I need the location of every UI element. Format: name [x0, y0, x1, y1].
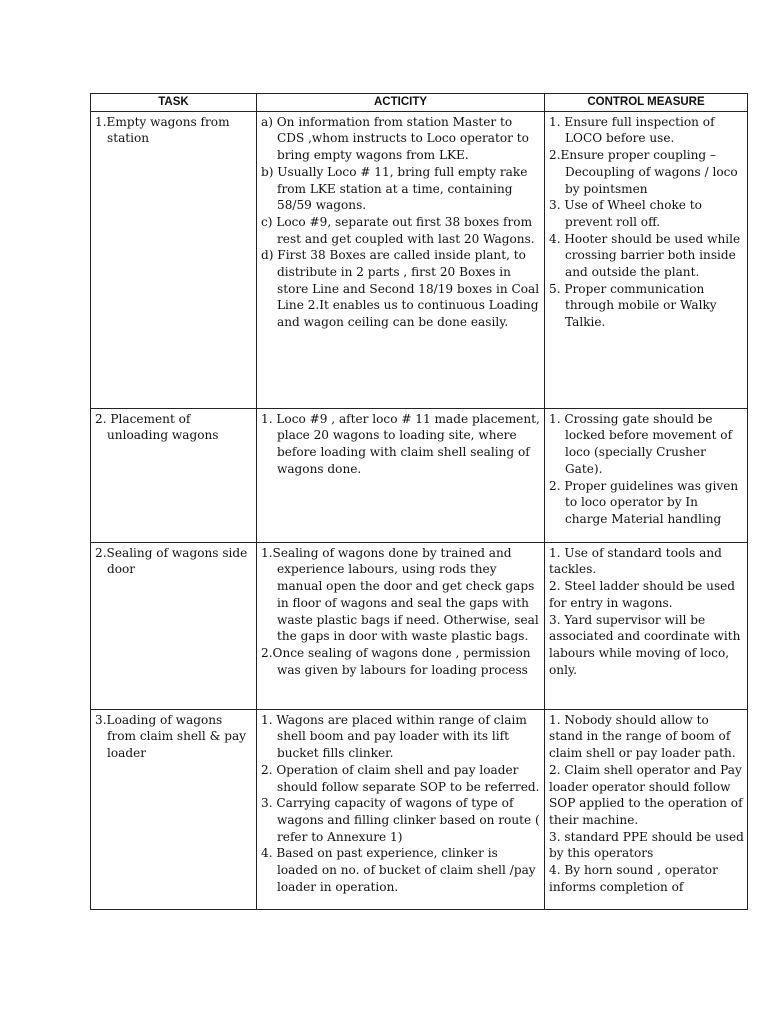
- activity-item: 3. Carrying capacity of wagons of type of wagons and filling clinker based on route ( refer to Annexure 1): [261, 796, 540, 844]
- activity-item: d) First 38 Boxes are called inside plant, to distribute in 2 parts , first 20 Boxes in store Line and Second 18/19 boxes in Coal Line 2.It enables us to continuous Loading and wagon ceiling can be done easily.: [261, 248, 540, 330]
- activity-item: 1. Loco #9 , after loco # 11 made placement, place 20 wagons to loading site, where before loading with claim shell sealing of wagons done.: [261, 411, 540, 476]
- control-item: 2. Claim shell operator and Pay loader operator should follow SOP applied to the operation of their machine.: [549, 762, 743, 827]
- control-item: 1. Ensure full inspection of LOCO before use.: [549, 114, 715, 146]
- control-cell: [545, 111, 748, 408]
- activity-cell: [257, 111, 545, 408]
- activity-item: 2. Operation of claim shell and pay loader should follow separate SOP to be referred.: [261, 762, 540, 794]
- control-item: 3. Use of Wheel choke to prevent roll off.: [549, 198, 702, 229]
- task-text: 3.Loading of wagons from claim shell & pay loader: [95, 712, 247, 761]
- header-control-measure: CONTROL MEASURE: [545, 94, 748, 112]
- activity-item: 1. Wagons are placed within range of claim shell boom and pay loader with its lift bucket fills clinker.: [261, 712, 527, 761]
- control-item: 1. Crossing gate should be locked before movement of loco (specially Crusher Gate).: [549, 411, 733, 476]
- control-cell: [545, 709, 748, 909]
- table-row: [91, 408, 748, 542]
- activity-item: 4. Based on past experience, clinker is loaded on no. of bucket of claim shell /pay loader in operation.: [261, 846, 536, 894]
- header-task: TASK: [91, 94, 257, 112]
- task-cell: [91, 542, 257, 709]
- control-item: 1. Nobody should allow to stand in the range of boom of claim shell or pay loader path.: [549, 712, 736, 761]
- task-text: 2. Placement of unloading wagons: [95, 411, 219, 443]
- control-measure-table: [90, 93, 748, 910]
- task-text: 2.Sealing of wagons side door: [95, 545, 248, 577]
- table-row: [91, 542, 748, 709]
- activity-cell: [257, 542, 545, 709]
- header-row: [91, 94, 748, 112]
- activity-item: 2.Once sealing of wagons done , permission was given by labours for loading process: [261, 645, 531, 677]
- activity-cell: [257, 408, 545, 542]
- control-item: 2.Ensure proper coupling – Decoupling of wagons / loco by pointsmen: [549, 148, 738, 196]
- control-cell: [545, 408, 748, 542]
- header-activity: ACTICITY: [257, 94, 545, 112]
- task-text: 1.Empty wagons from station: [95, 114, 230, 146]
- control-item: 3. Yard supervisor will be associated and coordinate with labours while moving of loco, only.: [549, 612, 741, 677]
- table-row: [91, 111, 748, 408]
- control-item: 1. Use of standard tools and tackles.: [549, 545, 722, 577]
- activity-item: a) On information from station Master to CDS ,whom instructs to Loco operator to bring empty wagons from LKE.: [261, 114, 529, 163]
- activity-cell: [257, 709, 545, 909]
- activity-item: 1.Sealing of wagons done by trained and experience labours, using rods they manual open the door and get check gaps in floor of wagons and seal the gaps with waste plastic bags if need. Otherwise, seal the gaps in door with waste plastic bags.: [261, 545, 539, 644]
- control-item: 5. Proper communication through mobile or Walky Talkie.: [549, 281, 717, 330]
- task-cell: [91, 111, 257, 408]
- control-item: 2. Steel ladder should be used for entry in wagons.: [549, 579, 736, 610]
- task-cell: [91, 709, 257, 909]
- task-cell: [91, 408, 257, 542]
- control-cell: [545, 542, 748, 709]
- control-item: 2. Proper guidelines was given to loco operator by In charge Material handling: [549, 478, 739, 526]
- control-item: 3. standard PPE should be used by this operators: [549, 829, 744, 861]
- activity-item: b) Usually Loco # 11, bring full empty rake from LKE station at a time, containing 58/59 wagons.: [261, 164, 528, 213]
- control-item: 4. Hooter should be used while crossing barrier both inside and outside the plant.: [549, 231, 741, 280]
- table-row: [91, 709, 748, 909]
- activity-item: c) Loco #9, separate out first 38 boxes from rest and get coupled with last 20 Wagons.: [261, 214, 535, 246]
- control-item: 4. By horn sound , operator informs completion of: [549, 863, 718, 894]
